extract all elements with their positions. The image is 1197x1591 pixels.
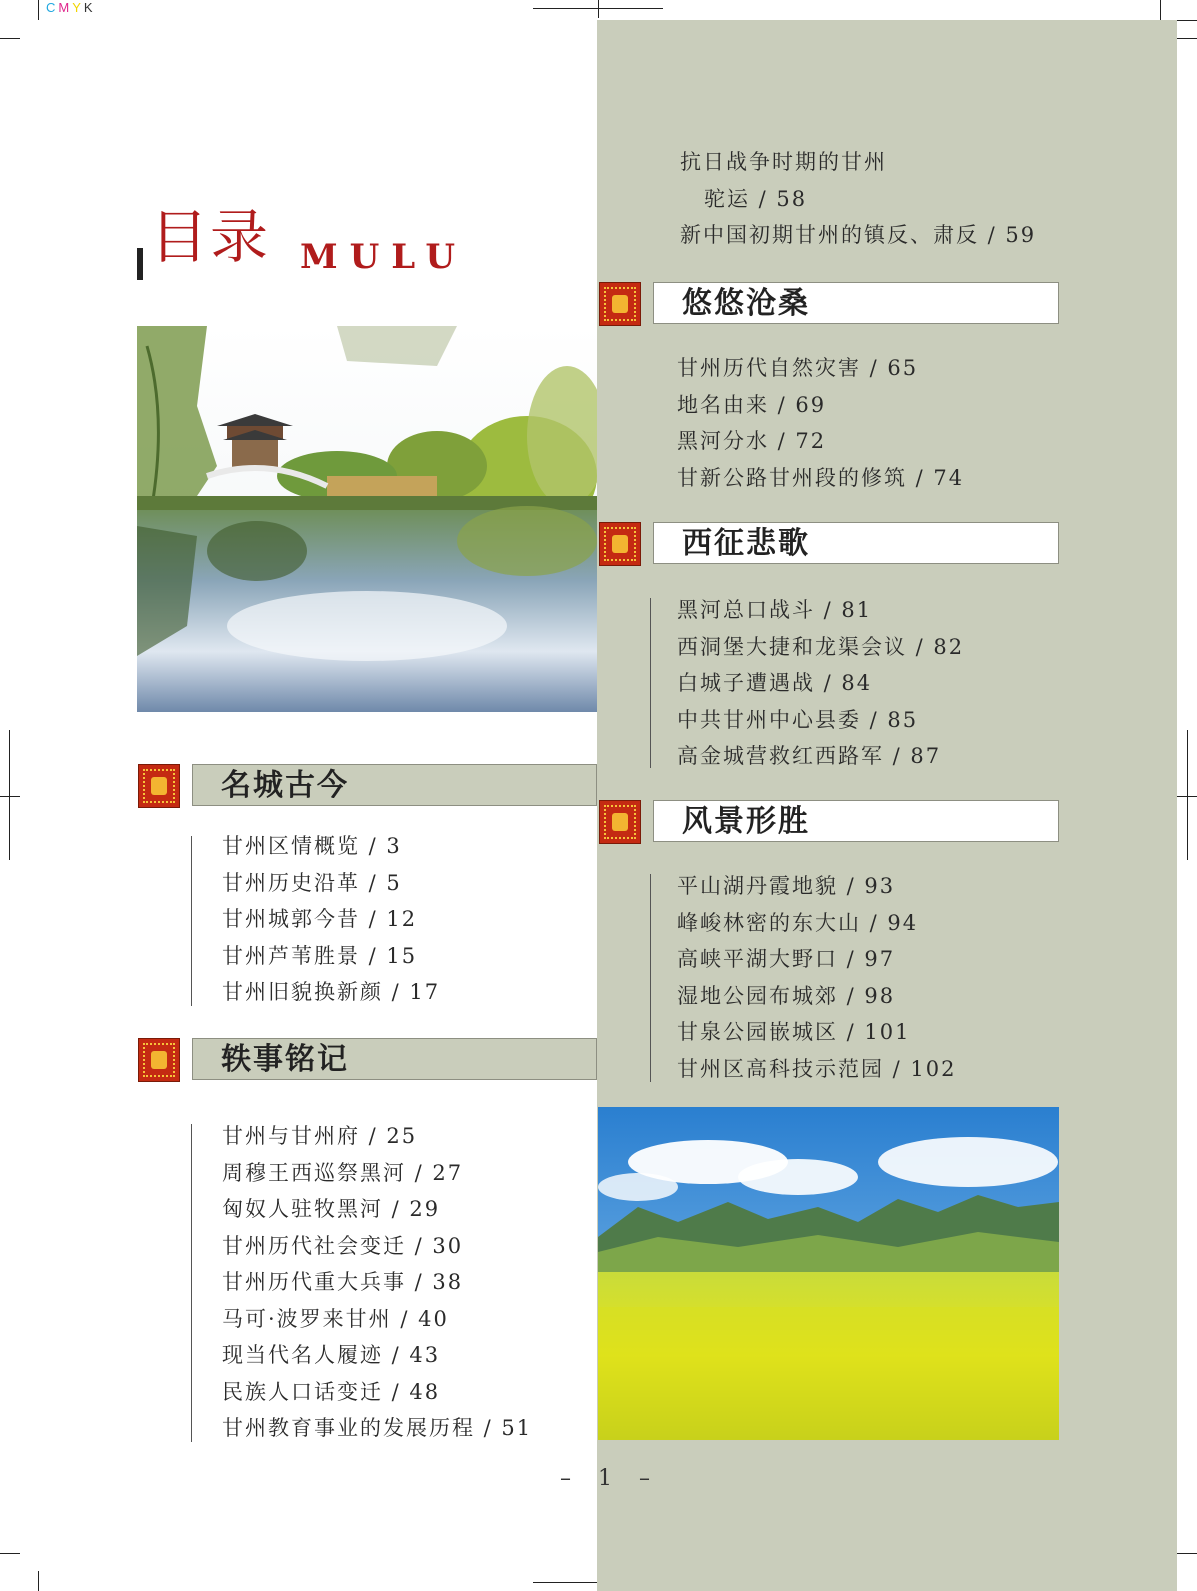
toc-entry[interactable]: 甘州历代自然灾害 / 65	[677, 356, 919, 380]
section-list-mingcheng	[222, 828, 440, 1011]
page-number: – 1 –	[560, 1466, 660, 1491]
toc-entry[interactable]: 甘州区高科技示范园 / 102	[677, 1056, 957, 1081]
section-list-youyou	[677, 350, 964, 496]
toc-entry[interactable]: 现当代名人履迹 / 43	[222, 1343, 441, 1367]
toc-entry[interactable]: 黑河分水 / 72	[677, 429, 827, 453]
ornament-icon	[138, 1038, 180, 1082]
page-title-pinyin: MULU	[300, 237, 467, 277]
crop-mark	[1177, 38, 1197, 39]
crop-mark	[1187, 730, 1188, 860]
toc-entry[interactable]: 甘泉公园嵌城区 / 101	[677, 1020, 911, 1044]
cmyk-k: K	[83, 0, 96, 15]
cmyk-color-bar	[46, 0, 96, 15]
title-bar	[137, 248, 143, 280]
section-header-youyou: 悠悠沧桑	[653, 282, 1059, 324]
toc-entry[interactable]: 甘州历代重大兵事 / 38	[222, 1270, 464, 1294]
section-header-yishi: 轶事铭记	[192, 1038, 597, 1080]
toc-entry[interactable]: 马可·波罗来甘州 / 40	[222, 1306, 449, 1331]
toc-entry[interactable]: 高峡平湖大野口 / 97	[677, 947, 896, 971]
toc-entry[interactable]: 甘州教育事业的发展历程 / 51	[222, 1416, 533, 1440]
section-list-yishi	[222, 1118, 532, 1447]
section-rule	[191, 1124, 192, 1442]
section-rule	[650, 598, 651, 768]
section-rule	[650, 874, 651, 1082]
ornament-icon	[599, 282, 641, 326]
toc-entry[interactable]: 白城子遭遇战 / 84	[677, 671, 873, 695]
toc-entry[interactable]: 中共甘州中心县委 / 85	[677, 707, 919, 732]
section-header-xizheng: 西征悲歌	[653, 522, 1059, 564]
section-rule	[191, 836, 192, 1006]
crop-mark	[38, 1571, 39, 1591]
toc-entry[interactable]: 甘州历史沿革 / 5	[222, 870, 402, 895]
crop-mark	[38, 0, 39, 20]
crop-mark	[1177, 20, 1197, 21]
ornament-icon	[138, 764, 180, 808]
crop-mark	[9, 730, 10, 860]
lake-pavilion-photo	[137, 326, 597, 712]
section-list-fengjing	[677, 868, 957, 1087]
section-header-mingcheng: 名城古今	[192, 764, 597, 806]
rapeseed-field-photo	[598, 1107, 1059, 1440]
ornament-icon	[599, 800, 641, 844]
page-title: 目录	[150, 203, 271, 271]
crop-mark	[0, 796, 20, 797]
toc-entry[interactable]: 抗日战争时期的甘州	[680, 150, 887, 174]
cmyk-y: Y	[72, 0, 84, 15]
toc-entry[interactable]: 驼运 / 58	[704, 186, 808, 211]
cmyk-m: M	[58, 0, 73, 15]
toc-entry[interactable]: 民族人口话变迁 / 48	[222, 1379, 441, 1404]
crop-mark	[1160, 0, 1161, 20]
toc-entry[interactable]: 甘州与甘州府 / 25	[222, 1124, 418, 1148]
toc-entry[interactable]: 甘州城郭今昔 / 12	[222, 907, 418, 931]
toc-entry[interactable]: 周穆王西巡祭黑河 / 27	[222, 1160, 464, 1185]
toc-entry[interactable]: 甘州历代社会变迁 / 30	[222, 1233, 464, 1258]
cmyk-c: C	[46, 0, 59, 15]
toc-entry[interactable]: 西洞堡大捷和龙渠会议 / 82	[677, 634, 965, 659]
toc-entry[interactable]: 甘州区情概览 / 3	[222, 834, 402, 858]
toc-entry[interactable]: 新中国初期甘州的镇反、肃反 / 59	[680, 223, 1037, 247]
toc-entry[interactable]: 平山湖丹霞地貌 / 93	[677, 874, 896, 898]
toc-entry[interactable]: 湿地公园布城郊 / 98	[677, 983, 896, 1008]
toc-entry[interactable]: 黑河总口战斗 / 81	[677, 598, 873, 622]
ornament-icon	[599, 522, 641, 566]
toc-entry[interactable]: 匈奴人驻牧黑河 / 29	[222, 1197, 441, 1221]
continued-entries	[680, 144, 1036, 254]
section-header-fengjing: 风景形胜	[653, 800, 1059, 842]
crop-mark	[0, 1553, 20, 1554]
toc-entry[interactable]: 甘州芦苇胜景 / 15	[222, 943, 418, 968]
toc-entry[interactable]: 高金城营救红西路军 / 87	[677, 744, 942, 768]
toc-entry[interactable]: 甘新公路甘州段的修筑 / 74	[677, 465, 965, 490]
crop-mark	[598, 0, 599, 18]
toc-entry[interactable]: 峰峻林密的东大山 / 94	[677, 910, 919, 935]
section-list-xizheng	[677, 592, 964, 775]
toc-entry[interactable]: 地名由来 / 69	[677, 392, 827, 417]
crop-mark	[1177, 1553, 1197, 1554]
toc-entry[interactable]: 甘州旧貌换新颜 / 17	[222, 980, 441, 1004]
crop-mark	[0, 38, 20, 39]
